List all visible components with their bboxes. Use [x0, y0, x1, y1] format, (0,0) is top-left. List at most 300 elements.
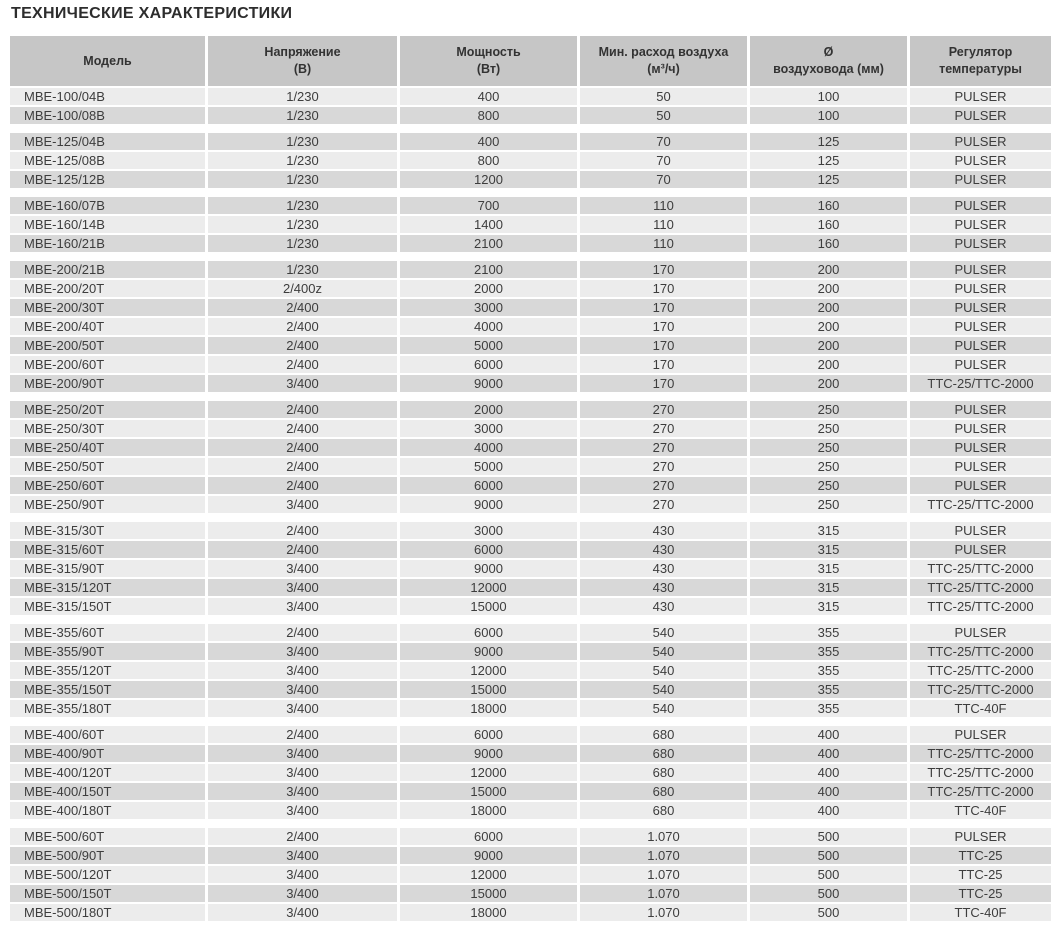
cell-power: 9000: [400, 847, 577, 864]
cell-model: MBE-315/60T: [10, 541, 205, 558]
cell-voltage: 3/400: [208, 847, 397, 864]
cell-voltage: 2/400: [208, 458, 397, 475]
table-row: [10, 107, 1051, 124]
cell-model: MBE-400/90T: [10, 745, 205, 762]
group-separator: [10, 617, 1051, 622]
cell-power: 15000: [400, 598, 577, 615]
cell-regulator: PULSER: [910, 458, 1051, 475]
cell-duct-diameter: 500: [750, 904, 907, 921]
table-row: [10, 337, 1051, 354]
column-header-label: Напряжение: [264, 45, 341, 59]
cell-regulator: TTC-25/TTC-2000: [910, 560, 1051, 577]
cell-power: 6000: [400, 477, 577, 494]
cell-regulator: TTC-25/TTC-2000: [910, 496, 1051, 513]
table-row: [10, 598, 1051, 615]
cell-airflow: 70: [580, 133, 747, 150]
cell-power: 15000: [400, 783, 577, 800]
table-row: [10, 828, 1051, 845]
cell-model: MBE-160/14B: [10, 216, 205, 233]
cell-model: MBE-400/150T: [10, 783, 205, 800]
cell-duct-diameter: 200: [750, 375, 907, 392]
cell-regulator: PULSER: [910, 197, 1051, 214]
cell-duct-diameter: 400: [750, 745, 907, 762]
cell-duct-diameter: 355: [750, 624, 907, 641]
cell-airflow: 540: [580, 643, 747, 660]
cell-duct-diameter: 400: [750, 783, 907, 800]
cell-power: 1200: [400, 171, 577, 188]
cell-voltage: 3/400: [208, 783, 397, 800]
cell-airflow: 270: [580, 420, 747, 437]
cell-power: 3000: [400, 522, 577, 539]
cell-model: MBE-200/60T: [10, 356, 205, 373]
cell-voltage: 1/230: [208, 152, 397, 169]
cell-power: 800: [400, 152, 577, 169]
column-header-label: температуры: [939, 62, 1022, 76]
cell-power: 400: [400, 133, 577, 150]
cell-regulator: TTC-25/TTC-2000: [910, 598, 1051, 615]
table-row: [10, 866, 1051, 883]
cell-voltage: 3/400: [208, 764, 397, 781]
cell-model: MBE-355/120T: [10, 662, 205, 679]
cell-model: MBE-250/30T: [10, 420, 205, 437]
table-row: [10, 847, 1051, 864]
cell-power: 3000: [400, 299, 577, 316]
cell-model: MBE-250/20T: [10, 401, 205, 418]
cell-regulator: PULSER: [910, 171, 1051, 188]
cell-model: MBE-315/120T: [10, 579, 205, 596]
cell-regulator: TTC-40F: [910, 802, 1051, 819]
cell-model: MBE-315/150T: [10, 598, 205, 615]
page-title: ТЕХНИЧЕСКИЕ ХАРАКТЕРИСТИКИ: [11, 5, 293, 22]
cell-power: 12000: [400, 662, 577, 679]
cell-regulator: PULSER: [910, 420, 1051, 437]
table-row: [10, 439, 1051, 456]
cell-duct-diameter: 400: [750, 802, 907, 819]
cell-voltage: 2/400: [208, 420, 397, 437]
cell-power: 18000: [400, 802, 577, 819]
cell-duct-diameter: 125: [750, 171, 907, 188]
table-row: [10, 681, 1051, 698]
cell-airflow: 170: [580, 337, 747, 354]
cell-airflow: 1.070: [580, 847, 747, 864]
cell-voltage: 2/400: [208, 401, 397, 418]
table-row: [10, 745, 1051, 762]
cell-airflow: 680: [580, 802, 747, 819]
table-row: [10, 560, 1051, 577]
column-header-label: Ø: [823, 45, 834, 59]
cell-model: MBE-500/90T: [10, 847, 205, 864]
cell-power: 9000: [400, 496, 577, 513]
cell-model: MBE-355/60T: [10, 624, 205, 641]
cell-model: MBE-400/60T: [10, 726, 205, 743]
group-separator: [10, 394, 1051, 399]
cell-airflow: 270: [580, 401, 747, 418]
cell-voltage: 1/230: [208, 107, 397, 124]
column-header-label: Мощность: [456, 45, 521, 59]
cell-regulator: TTC-40F: [910, 904, 1051, 921]
cell-model: MBE-400/120T: [10, 764, 205, 781]
cell-regulator: PULSER: [910, 133, 1051, 150]
cell-power: 2100: [400, 235, 577, 252]
cell-duct-diameter: 160: [750, 197, 907, 214]
cell-voltage: 3/400: [208, 802, 397, 819]
cell-duct-diameter: 500: [750, 885, 907, 902]
cell-duct-diameter: 355: [750, 681, 907, 698]
cell-regulator: TTC-25/TTC-2000: [910, 681, 1051, 698]
cell-regulator: TTC-25/TTC-2000: [910, 643, 1051, 660]
cell-duct-diameter: 250: [750, 496, 907, 513]
cell-duct-diameter: 200: [750, 280, 907, 297]
cell-voltage: 2/400: [208, 726, 397, 743]
cell-voltage: 3/400: [208, 866, 397, 883]
cell-airflow: 1.070: [580, 866, 747, 883]
cell-duct-diameter: 200: [750, 261, 907, 278]
table-row: [10, 401, 1051, 418]
cell-regulator: PULSER: [910, 107, 1051, 124]
cell-airflow: 270: [580, 496, 747, 513]
cell-regulator: TTC-25/TTC-2000: [910, 579, 1051, 596]
cell-power: 12000: [400, 579, 577, 596]
cell-airflow: 430: [580, 560, 747, 577]
cell-power: 6000: [400, 726, 577, 743]
spec-table: [10, 36, 1051, 921]
cell-voltage: 3/400: [208, 375, 397, 392]
cell-voltage: 1/230: [208, 261, 397, 278]
cell-duct-diameter: 315: [750, 598, 907, 615]
cell-voltage: 2/400: [208, 522, 397, 539]
spec-table-body: [10, 88, 1051, 921]
table-row: [10, 662, 1051, 679]
cell-voltage: 3/400: [208, 904, 397, 921]
cell-model: MBE-100/08B: [10, 107, 205, 124]
cell-airflow: 540: [580, 700, 747, 717]
cell-voltage: 3/400: [208, 598, 397, 615]
cell-regulator: PULSER: [910, 828, 1051, 845]
cell-regulator: TTC-25: [910, 885, 1051, 902]
cell-voltage: 3/400: [208, 700, 397, 717]
cell-voltage: 1/230: [208, 197, 397, 214]
cell-power: 9000: [400, 560, 577, 577]
table-row: [10, 235, 1051, 252]
cell-voltage: 3/400: [208, 579, 397, 596]
cell-voltage: 3/400: [208, 560, 397, 577]
cell-regulator: PULSER: [910, 261, 1051, 278]
cell-regulator: PULSER: [910, 216, 1051, 233]
cell-model: MBE-200/90T: [10, 375, 205, 392]
cell-airflow: 110: [580, 216, 747, 233]
table-row: [10, 496, 1051, 513]
cell-airflow: 170: [580, 375, 747, 392]
cell-power: 18000: [400, 700, 577, 717]
cell-model: MBE-200/30T: [10, 299, 205, 316]
cell-duct-diameter: 500: [750, 866, 907, 883]
cell-voltage: 2/400: [208, 356, 397, 373]
cell-airflow: 540: [580, 662, 747, 679]
cell-voltage: 2/400z: [208, 280, 397, 297]
cell-power: 18000: [400, 904, 577, 921]
cell-duct-diameter: 355: [750, 662, 907, 679]
cell-airflow: 430: [580, 541, 747, 558]
cell-regulator: PULSER: [910, 152, 1051, 169]
cell-duct-diameter: 500: [750, 847, 907, 864]
cell-model: MBE-250/50T: [10, 458, 205, 475]
table-row: [10, 477, 1051, 494]
column-header-model: [10, 36, 205, 86]
table-row: [10, 356, 1051, 373]
cell-airflow: 170: [580, 318, 747, 335]
table-row: [10, 420, 1051, 437]
table-row: [10, 579, 1051, 596]
table-row: [10, 726, 1051, 743]
cell-power: 6000: [400, 828, 577, 845]
cell-power: 6000: [400, 541, 577, 558]
cell-regulator: TTC-40F: [910, 700, 1051, 717]
cell-airflow: 680: [580, 764, 747, 781]
cell-power: 12000: [400, 764, 577, 781]
cell-duct-diameter: 315: [750, 560, 907, 577]
cell-duct-diameter: 315: [750, 541, 907, 558]
cell-duct-diameter: 100: [750, 107, 907, 124]
cell-model: MBE-250/90T: [10, 496, 205, 513]
cell-model: MBE-200/50T: [10, 337, 205, 354]
table-row: [10, 783, 1051, 800]
cell-model: MBE-250/40T: [10, 439, 205, 456]
table-row: [10, 885, 1051, 902]
cell-airflow: 170: [580, 280, 747, 297]
cell-duct-diameter: 500: [750, 828, 907, 845]
column-header-power: [400, 36, 577, 86]
table-row: [10, 643, 1051, 660]
cell-regulator: PULSER: [910, 477, 1051, 494]
table-row: [10, 88, 1051, 105]
cell-voltage: 2/400: [208, 439, 397, 456]
cell-model: MBE-200/20T: [10, 280, 205, 297]
column-header-airflow: [580, 36, 747, 86]
cell-airflow: 170: [580, 299, 747, 316]
cell-regulator: PULSER: [910, 88, 1051, 105]
column-header-label: (В): [293, 62, 312, 76]
cell-power: 6000: [400, 356, 577, 373]
cell-power: 2000: [400, 280, 577, 297]
cell-duct-diameter: 250: [750, 420, 907, 437]
column-header-label: Модель: [83, 53, 132, 68]
cell-model: MBE-500/150T: [10, 885, 205, 902]
cell-power: 1400: [400, 216, 577, 233]
cell-model: MBE-500/120T: [10, 866, 205, 883]
table-row: [10, 458, 1051, 475]
group-separator: [10, 515, 1051, 520]
cell-model: MBE-315/30T: [10, 522, 205, 539]
cell-voltage: 2/400: [208, 624, 397, 641]
group-separator: [10, 719, 1051, 724]
cell-model: MBE-355/150T: [10, 681, 205, 698]
cell-duct-diameter: 160: [750, 216, 907, 233]
cell-voltage: 3/400: [208, 496, 397, 513]
table-row: [10, 318, 1051, 335]
cell-duct-diameter: 250: [750, 439, 907, 456]
cell-regulator: PULSER: [910, 280, 1051, 297]
cell-regulator: TTC-25/TTC-2000: [910, 662, 1051, 679]
cell-regulator: TTC-25/TTC-2000: [910, 764, 1051, 781]
cell-voltage: 3/400: [208, 643, 397, 660]
table-row: [10, 261, 1051, 278]
column-header-regulator: [910, 36, 1051, 86]
cell-airflow: 540: [580, 624, 747, 641]
cell-voltage: 3/400: [208, 745, 397, 762]
cell-airflow: 70: [580, 171, 747, 188]
cell-voltage: 3/400: [208, 885, 397, 902]
cell-regulator: PULSER: [910, 337, 1051, 354]
cell-regulator: PULSER: [910, 318, 1051, 335]
cell-duct-diameter: 315: [750, 579, 907, 596]
cell-power: 15000: [400, 885, 577, 902]
cell-power: 400: [400, 88, 577, 105]
cell-voltage: 2/400: [208, 828, 397, 845]
table-row: [10, 152, 1051, 169]
cell-duct-diameter: 250: [750, 401, 907, 418]
cell-model: MBE-160/07B: [10, 197, 205, 214]
cell-duct-diameter: 315: [750, 522, 907, 539]
column-header-label: (м³/ч): [647, 62, 680, 76]
group-separator: [10, 126, 1051, 131]
cell-duct-diameter: 250: [750, 477, 907, 494]
cell-duct-diameter: 125: [750, 133, 907, 150]
cell-voltage: 1/230: [208, 88, 397, 105]
cell-voltage: 3/400: [208, 681, 397, 698]
cell-airflow: 270: [580, 458, 747, 475]
cell-regulator: PULSER: [910, 401, 1051, 418]
cell-model: MBE-315/90T: [10, 560, 205, 577]
cell-power: 800: [400, 107, 577, 124]
cell-regulator: TTC-25: [910, 847, 1051, 864]
table-row: [10, 216, 1051, 233]
cell-power: 2000: [400, 401, 577, 418]
cell-regulator: PULSER: [910, 522, 1051, 539]
cell-voltage: 3/400: [208, 662, 397, 679]
cell-power: 2100: [400, 261, 577, 278]
cell-airflow: 50: [580, 107, 747, 124]
cell-power: 700: [400, 197, 577, 214]
cell-voltage: 1/230: [208, 133, 397, 150]
cell-model: MBE-160/21B: [10, 235, 205, 252]
cell-regulator: PULSER: [910, 541, 1051, 558]
cell-power: 9000: [400, 745, 577, 762]
cell-regulator: PULSER: [910, 624, 1051, 641]
cell-airflow: 430: [580, 579, 747, 596]
cell-duct-diameter: 250: [750, 458, 907, 475]
table-row: [10, 541, 1051, 558]
cell-power: 9000: [400, 643, 577, 660]
table-row: [10, 624, 1051, 641]
cell-model: MBE-125/04B: [10, 133, 205, 150]
cell-model: MBE-100/04B: [10, 88, 205, 105]
cell-voltage: 2/400: [208, 337, 397, 354]
cell-model: MBE-125/08B: [10, 152, 205, 169]
column-header-label: воздуховода (мм): [773, 62, 884, 76]
cell-model: MBE-250/60T: [10, 477, 205, 494]
cell-airflow: 1.070: [580, 828, 747, 845]
table-row: [10, 700, 1051, 717]
cell-duct-diameter: 200: [750, 318, 907, 335]
cell-voltage: 2/400: [208, 299, 397, 316]
cell-model: MBE-200/40T: [10, 318, 205, 335]
cell-airflow: 50: [580, 88, 747, 105]
cell-airflow: 270: [580, 477, 747, 494]
cell-power: 5000: [400, 458, 577, 475]
table-row: [10, 171, 1051, 188]
cell-duct-diameter: 125: [750, 152, 907, 169]
cell-airflow: 680: [580, 726, 747, 743]
cell-duct-diameter: 355: [750, 643, 907, 660]
table-row: [10, 133, 1051, 150]
cell-duct-diameter: 400: [750, 764, 907, 781]
cell-duct-diameter: 200: [750, 337, 907, 354]
cell-airflow: 1.070: [580, 885, 747, 902]
group-separator: [10, 190, 1051, 195]
cell-duct-diameter: 400: [750, 726, 907, 743]
cell-model: MBE-400/180T: [10, 802, 205, 819]
cell-power: 4000: [400, 318, 577, 335]
cell-regulator: PULSER: [910, 439, 1051, 456]
table-row: [10, 904, 1051, 921]
table-row: [10, 299, 1051, 316]
column-header-label: (Вт): [476, 62, 501, 76]
cell-duct-diameter: 160: [750, 235, 907, 252]
cell-duct-diameter: 200: [750, 299, 907, 316]
cell-model: MBE-200/21B: [10, 261, 205, 278]
table-row: [10, 764, 1051, 781]
cell-model: MBE-500/180T: [10, 904, 205, 921]
cell-model: MBE-500/60T: [10, 828, 205, 845]
cell-airflow: 110: [580, 197, 747, 214]
cell-power: 12000: [400, 866, 577, 883]
cell-regulator: PULSER: [910, 726, 1051, 743]
cell-airflow: 110: [580, 235, 747, 252]
column-header-duct-diameter: [750, 36, 907, 86]
cell-regulator: TTC-25/TTC-2000: [910, 745, 1051, 762]
table-header-row: [10, 36, 1051, 86]
table-row: [10, 197, 1051, 214]
cell-duct-diameter: 200: [750, 356, 907, 373]
column-header-label: Мин. расход воздуха: [598, 45, 729, 59]
cell-regulator: PULSER: [910, 356, 1051, 373]
cell-power: 6000: [400, 624, 577, 641]
cell-airflow: 540: [580, 681, 747, 698]
cell-power: 5000: [400, 337, 577, 354]
cell-voltage: 2/400: [208, 477, 397, 494]
cell-power: 9000: [400, 375, 577, 392]
table-row: [10, 522, 1051, 539]
table-row: [10, 375, 1051, 392]
cell-voltage: 2/400: [208, 541, 397, 558]
cell-duct-diameter: 355: [750, 700, 907, 717]
cell-airflow: 430: [580, 522, 747, 539]
cell-regulator: TTC-25/TTC-2000: [910, 375, 1051, 392]
cell-power: 15000: [400, 681, 577, 698]
cell-regulator: TTC-25: [910, 866, 1051, 883]
cell-airflow: 170: [580, 356, 747, 373]
cell-power: 4000: [400, 439, 577, 456]
group-separator: [10, 254, 1051, 259]
cell-model: MBE-355/90T: [10, 643, 205, 660]
cell-voltage: 1/230: [208, 216, 397, 233]
cell-voltage: 1/230: [208, 235, 397, 252]
cell-airflow: 430: [580, 598, 747, 615]
table-row: [10, 802, 1051, 819]
cell-voltage: 2/400: [208, 318, 397, 335]
cell-power: 3000: [400, 420, 577, 437]
group-separator: [10, 821, 1051, 826]
